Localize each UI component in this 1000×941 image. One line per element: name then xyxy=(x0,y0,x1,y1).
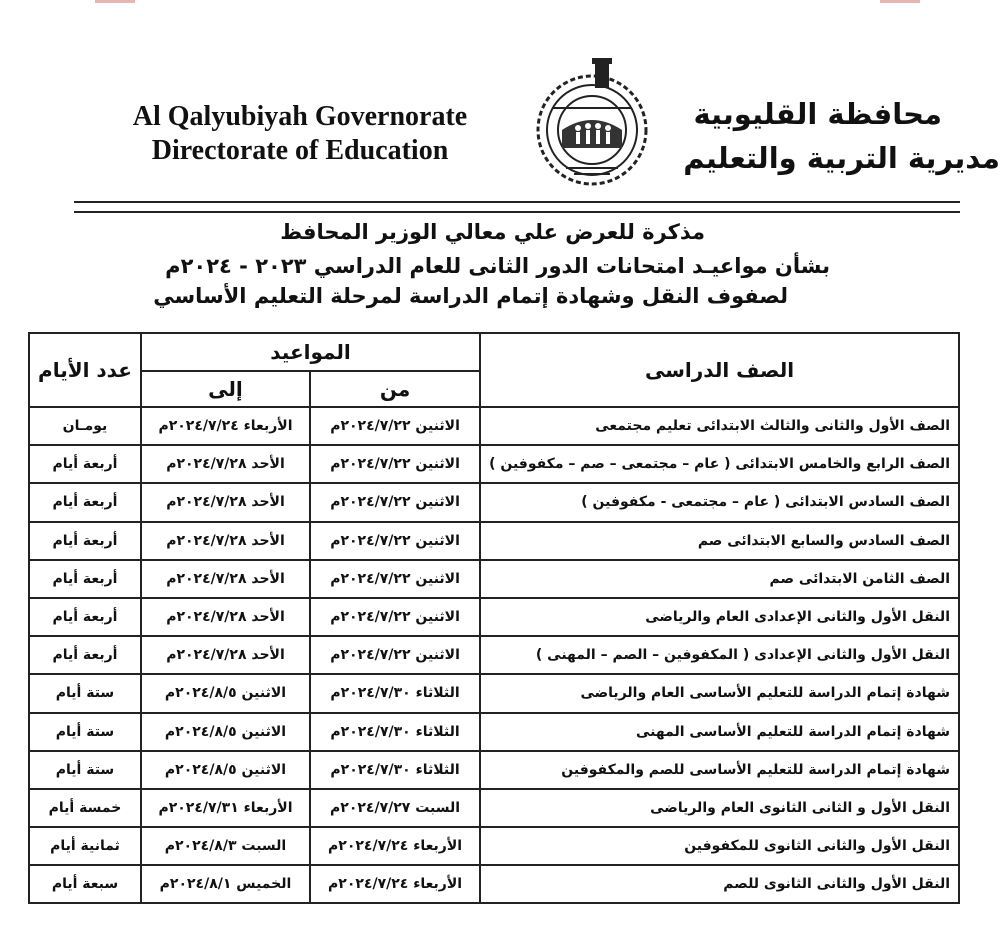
table-row xyxy=(29,713,959,751)
grade-cell: الصف الأول والثانى والثالث الابتدائى تعليم مجتمعى xyxy=(480,407,959,445)
memo-line-1: مذكرة للعرض علي معالي الوزير المحافظ xyxy=(280,220,705,244)
days-cell: ستة أيام xyxy=(29,713,141,751)
table-row xyxy=(29,751,959,789)
grade-cell: شهادة إتمام الدراسة للتعليم الأساسى العام والرياضى xyxy=(480,674,959,712)
from-cell: الاثنين ٢٠٢٤/٧/٢٢م xyxy=(310,598,480,636)
grade-cell: الصف الرابع والخامس الابتدائى ( عام – مجتمعى – صم – مكفوفين ) xyxy=(480,445,959,483)
grade-cell: الصف السادس والسابع الابتدائى صم xyxy=(480,522,959,560)
days-cell: ستة أيام xyxy=(29,674,141,712)
grade-cell: شهادة إتمام الدراسة للتعليم الأساسى للصم والمكفوفين xyxy=(480,751,959,789)
days-cell: ستة أيام xyxy=(29,751,141,789)
table-row xyxy=(29,827,959,865)
from-cell: الاثنين ٢٠٢٤/٧/٢٢م xyxy=(310,483,480,521)
grade-cell: شهادة إتمام الدراسة للتعليم الأساسى المهنى xyxy=(480,713,959,751)
table-row xyxy=(29,407,959,445)
english-header xyxy=(100,100,500,168)
governorate-seal-icon xyxy=(522,58,662,188)
header-grade: الصف الدراسى xyxy=(480,333,959,407)
from-cell: السبت ٢٠٢٤/٧/٢٧م xyxy=(310,789,480,827)
table-row xyxy=(29,483,959,521)
top-mark-right xyxy=(880,0,920,3)
memo-line-2: بشأن مواعيـد امتحانات الدور الثانى للعام الدراسي ٢٠٢٣ - ٢٠٢٤م xyxy=(165,254,830,278)
english-header-line-1: Al Qalyubiyah Governorate xyxy=(132,101,468,132)
from-cell: الثلاثاء ٢٠٢٤/٧/٣٠م xyxy=(310,751,480,789)
top-edge-marks xyxy=(0,0,960,6)
table-row xyxy=(29,560,959,598)
arabic-header xyxy=(660,92,1000,180)
to-cell: الأحد ٢٠٢٤/٧/٢٨م xyxy=(141,560,310,598)
to-cell: الأربعاء ٢٠٢٤/٧/٣١م xyxy=(141,789,310,827)
header-from: من xyxy=(310,371,480,407)
to-cell: الاثنين ٢٠٢٤/٨/٥م xyxy=(141,751,310,789)
header-divider xyxy=(74,201,960,213)
table-row xyxy=(29,674,959,712)
from-cell: الأربعاء ٢٠٢٤/٧/٢٤م xyxy=(310,865,480,903)
grade-cell: الصف السادس الابتدائى ( عام – مجتمعى - مكفوفين ) xyxy=(480,483,959,521)
to-cell: الأحد ٢٠٢٤/٧/٢٨م xyxy=(141,598,310,636)
from-cell: الاثنين ٢٠٢٤/٧/٢٢م xyxy=(310,560,480,598)
top-mark-left xyxy=(95,0,135,3)
from-cell: الثلاثاء ٢٠٢٤/٧/٣٠م xyxy=(310,674,480,712)
grade-cell: النقل الأول والثانى الثانوى للصم xyxy=(480,865,959,903)
from-cell: الاثنين ٢٠٢٤/٧/٢٢م xyxy=(310,522,480,560)
days-cell: أربعة أيام xyxy=(29,522,141,560)
from-cell: الاثنين ٢٠٢٤/٧/٢٢م xyxy=(310,636,480,674)
header-dates: المواعيد xyxy=(141,333,480,371)
english-header-line-2: Directorate of Education xyxy=(151,135,449,166)
from-cell: الأربعاء ٢٠٢٤/٧/٢٤م xyxy=(310,827,480,865)
days-cell: أربعة أيام xyxy=(29,560,141,598)
table-row xyxy=(29,865,959,903)
days-cell: خمسة أيام xyxy=(29,789,141,827)
grade-cell: النقل الأول والثانى الإعدادى العام والرياضى xyxy=(480,598,959,636)
to-cell: الأحد ٢٠٢٤/٧/٢٨م xyxy=(141,636,310,674)
from-cell: الاثنين ٢٠٢٤/٧/٢٢م xyxy=(310,445,480,483)
to-cell: الأربعاء ٢٠٢٤/٧/٢٤م xyxy=(141,407,310,445)
table-row xyxy=(29,445,959,483)
table-row xyxy=(29,522,959,560)
to-cell: الاثنين ٢٠٢٤/٨/٥م xyxy=(141,713,310,751)
from-cell: الثلاثاء ٢٠٢٤/٧/٣٠م xyxy=(310,713,480,751)
exam-schedule-table xyxy=(28,332,960,904)
grade-cell: النقل الأول والثانى الإعدادى ( المكفوفين – الصم – المهنى ) xyxy=(480,636,959,674)
days-cell: يومـان xyxy=(29,407,141,445)
grade-cell: النقل الأول والثانى الثانوى للمكفوفين xyxy=(480,827,959,865)
header-days: عدد الأيام xyxy=(29,333,141,407)
table-row xyxy=(29,636,959,674)
days-cell: سبعة أيام xyxy=(29,865,141,903)
days-cell: أربعة أيام xyxy=(29,445,141,483)
days-cell: أربعة أيام xyxy=(29,636,141,674)
arabic-header-line-2: مديرية التربية والتعليم xyxy=(683,141,1000,175)
days-cell: أربعة أيام xyxy=(29,483,141,521)
arabic-header-line-1: محافظة القليوبية xyxy=(693,97,942,131)
from-cell: الاثنين ٢٠٢٤/٧/٢٢م xyxy=(310,407,480,445)
days-cell: ثمانية أيام xyxy=(29,827,141,865)
to-cell: الأحد ٢٠٢٤/٧/٢٨م xyxy=(141,483,310,521)
header-to: إلى xyxy=(141,371,310,407)
days-cell: أربعة أيام xyxy=(29,598,141,636)
to-cell: الاثنين ٢٠٢٤/٨/٥م xyxy=(141,674,310,712)
table-row xyxy=(29,598,959,636)
table-row xyxy=(29,789,959,827)
to-cell: الأحد ٢٠٢٤/٧/٢٨م xyxy=(141,445,310,483)
memo-line-3: لصفوف النقل وشهادة إتمام الدراسة لمرحلة التعليم الأساسي xyxy=(153,284,788,308)
to-cell: الخميس ٢٠٢٤/٨/١م xyxy=(141,865,310,903)
grade-cell: الصف الثامن الابتدائى صم xyxy=(480,560,959,598)
to-cell: الأحد ٢٠٢٤/٧/٢٨م xyxy=(141,522,310,560)
to-cell: السبت ٢٠٢٤/٨/٣م xyxy=(141,827,310,865)
grade-cell: النقل الأول و الثانى الثانوى العام والرياضى xyxy=(480,789,959,827)
